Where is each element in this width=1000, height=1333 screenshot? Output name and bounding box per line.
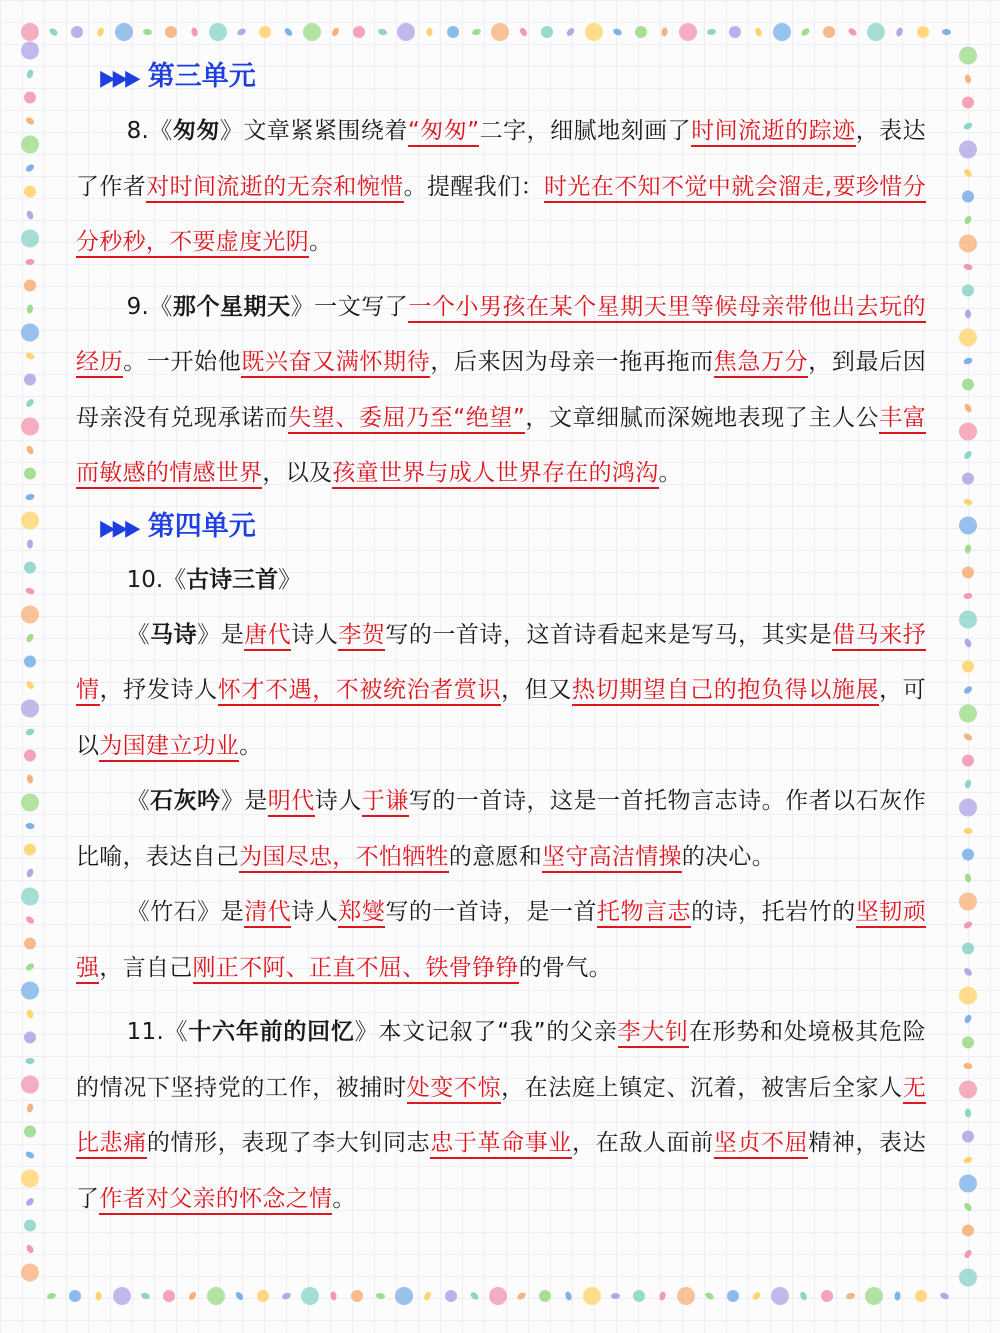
border-dot bbox=[24, 468, 36, 480]
border-dot bbox=[963, 920, 974, 930]
text-run: 。 bbox=[309, 229, 333, 255]
highlighted-phrase: 时间流逝的踪迹 bbox=[691, 118, 856, 147]
text-run: 《 bbox=[126, 788, 151, 814]
border-dot bbox=[959, 1175, 977, 1193]
text-run: 的意愿和 bbox=[448, 843, 543, 870]
border-dot bbox=[959, 1269, 977, 1287]
border-dot bbox=[773, 23, 791, 41]
border-dot bbox=[751, 1291, 762, 1302]
text-run: 诗人 bbox=[314, 788, 362, 814]
border-dot bbox=[69, 1290, 81, 1302]
highlighted-phrase: 焦急万分 bbox=[714, 349, 808, 378]
border-dot bbox=[963, 1202, 973, 1213]
border-dot bbox=[21, 42, 39, 60]
border-dot bbox=[962, 1131, 974, 1143]
border-dot bbox=[707, 28, 717, 35]
border-dot bbox=[959, 987, 977, 1005]
text-run: ，但又 bbox=[501, 677, 573, 703]
highlighted-phrase: 作者对父亲的怀念之情 bbox=[99, 1186, 332, 1215]
paragraph bbox=[76, 774, 926, 885]
border-dot bbox=[516, 1291, 527, 1301]
border-dot bbox=[21, 512, 39, 530]
triple-arrow-icon: ▶▶▶ bbox=[100, 66, 138, 91]
border-dot bbox=[25, 259, 34, 266]
text-run: ，后来因为母亲一拖再拖而 bbox=[430, 349, 714, 375]
border-dot bbox=[281, 1291, 292, 1300]
border-dot bbox=[964, 873, 972, 883]
border-dot bbox=[727, 1290, 739, 1302]
text-run: 》一文写了 bbox=[290, 293, 409, 320]
text-run: 写的一首诗，这首诗看起来是写马，其实是 bbox=[385, 621, 833, 648]
border-dot bbox=[963, 121, 974, 131]
highlighted-phrase: 时光在不知不觉中就会溜走,要珍惜分分秒秒，不要虚度光阴 bbox=[76, 174, 926, 259]
work-title: 石灰吟 bbox=[150, 788, 221, 814]
border-dot bbox=[445, 1290, 457, 1302]
border-dot bbox=[754, 27, 763, 38]
border-dot bbox=[963, 638, 972, 649]
border-dot bbox=[679, 23, 697, 41]
border-dot bbox=[962, 191, 974, 203]
border-dot bbox=[959, 611, 977, 629]
work-title: 那个星期天 bbox=[172, 293, 291, 320]
border-dot bbox=[895, 27, 904, 37]
border-dot bbox=[301, 1287, 319, 1305]
border-dot bbox=[942, 29, 951, 35]
paragraph bbox=[76, 885, 926, 996]
highlighted-phrase: 无比悲痛 bbox=[76, 1075, 926, 1160]
text-run: 9.《 bbox=[126, 293, 173, 320]
border-dot bbox=[959, 329, 977, 347]
border-dot bbox=[964, 544, 971, 554]
border-dot bbox=[376, 1292, 386, 1299]
text-run: 。一开始他 bbox=[123, 349, 242, 375]
text-run: ，文章细腻而深婉地表现了主人公 bbox=[525, 404, 880, 431]
border-dot bbox=[658, 1291, 666, 1301]
border-dot bbox=[963, 357, 973, 366]
border-dot bbox=[894, 1291, 901, 1300]
border-dot bbox=[25, 962, 36, 972]
highlighted-phrase: 坚韧顽强 bbox=[76, 899, 926, 984]
border-dot bbox=[962, 379, 974, 391]
border-dot bbox=[24, 750, 36, 762]
highlighted-phrase: 坚守高洁情操 bbox=[542, 844, 682, 873]
border-dot bbox=[917, 26, 929, 38]
text-run: 的骨气。 bbox=[518, 954, 612, 981]
border-dot bbox=[677, 1287, 695, 1305]
border-dot bbox=[25, 868, 34, 879]
border-dot bbox=[46, 1292, 56, 1300]
border-dot bbox=[187, 1291, 197, 1302]
document-body bbox=[76, 52, 926, 1227]
border-dot bbox=[395, 1287, 413, 1305]
highlighted-phrase: “匆匆” bbox=[408, 118, 480, 147]
text-run: ，在敌人面前 bbox=[572, 1130, 714, 1156]
highlighted-phrase: 忠于革命事业 bbox=[430, 1130, 572, 1159]
border-dot bbox=[963, 497, 974, 506]
text-run: 诗人 bbox=[291, 899, 339, 925]
border-dot bbox=[962, 661, 974, 673]
border-dot bbox=[25, 163, 36, 173]
border-dot bbox=[21, 700, 39, 718]
border-dot bbox=[964, 74, 972, 84]
border-dot bbox=[25, 587, 35, 595]
border-dot bbox=[962, 97, 974, 109]
poem-group-title bbox=[76, 554, 926, 606]
border-dot bbox=[163, 1290, 175, 1302]
title-prefix: 10.《 bbox=[126, 566, 187, 593]
border-dot bbox=[21, 1264, 39, 1282]
section-heading-label: 第四单元 bbox=[147, 510, 256, 542]
border-dot bbox=[25, 493, 35, 501]
section-heading-label: 第三单元 bbox=[147, 61, 256, 92]
border-dot bbox=[25, 445, 35, 456]
border-dot bbox=[729, 26, 741, 38]
border-dot bbox=[962, 1225, 974, 1237]
text-run: ，言自己 bbox=[99, 954, 193, 981]
text-run: ，在法庭上镇定、沉着，被害后全家人 bbox=[501, 1074, 903, 1101]
border-dot bbox=[633, 1290, 645, 1302]
border-dot bbox=[24, 1126, 36, 1138]
border-dot bbox=[469, 1291, 480, 1301]
border-dot bbox=[25, 351, 36, 360]
border-dot bbox=[959, 141, 977, 159]
border-dot bbox=[25, 1058, 34, 1064]
paragraph bbox=[76, 1005, 926, 1227]
border-dot bbox=[113, 1287, 131, 1305]
highlighted-phrase: 李贺 bbox=[338, 622, 385, 651]
highlighted-phrase: 失望、委屈乃至“绝望” bbox=[288, 405, 525, 434]
text-run: 《 bbox=[126, 621, 151, 648]
border-dot bbox=[26, 1009, 35, 1019]
border-dot bbox=[21, 606, 39, 624]
border-dot bbox=[234, 1291, 244, 1302]
border-dot bbox=[25, 915, 36, 925]
border-dot bbox=[115, 23, 133, 41]
border-dot bbox=[303, 23, 321, 41]
border-dot bbox=[963, 1062, 973, 1070]
border-dot bbox=[330, 1291, 337, 1301]
border-dot bbox=[283, 27, 294, 38]
border-dot bbox=[963, 828, 972, 834]
highlighted-phrase: 李大钊 bbox=[618, 1019, 689, 1048]
border-dot bbox=[24, 280, 36, 292]
border-dot bbox=[353, 26, 365, 38]
border-dot bbox=[26, 1103, 34, 1113]
border-dot bbox=[27, 539, 33, 548]
border-dot bbox=[24, 1032, 36, 1044]
section-heading-unit-4 bbox=[98, 502, 926, 554]
text-run: 的决心。 bbox=[681, 843, 776, 870]
text-run: 。 bbox=[332, 1185, 356, 1212]
border-dot bbox=[565, 27, 575, 38]
border-dot bbox=[48, 27, 59, 37]
border-dot bbox=[21, 23, 39, 41]
border-dot bbox=[209, 23, 227, 41]
border-dot bbox=[25, 680, 35, 691]
border-dot bbox=[962, 473, 974, 485]
border-dot bbox=[25, 1244, 35, 1255]
border-dot bbox=[21, 230, 39, 248]
border-dot bbox=[21, 1170, 39, 1188]
text-run: 》是 bbox=[220, 788, 268, 814]
border-dot bbox=[939, 1292, 950, 1301]
border-dot bbox=[24, 844, 36, 856]
section-unit-3-paras bbox=[76, 104, 926, 502]
text-run: ，到最后因母亲没有兑现承诺而 bbox=[76, 349, 927, 431]
paragraph bbox=[76, 608, 926, 775]
border-dot bbox=[140, 1292, 150, 1301]
text-run: 。提醒我们： bbox=[403, 173, 544, 200]
border-dot bbox=[24, 1220, 36, 1232]
border-dot bbox=[491, 23, 509, 41]
highlighted-phrase: 清代 bbox=[244, 899, 291, 928]
border-dot bbox=[539, 1290, 551, 1302]
border-dot bbox=[965, 1108, 972, 1117]
highlighted-phrase: 为国尽忠，不怕牺牲 bbox=[239, 844, 449, 873]
border-dot bbox=[962, 943, 974, 955]
text-run: ，可以 bbox=[76, 677, 926, 759]
text-run: ，抒发诗人 bbox=[99, 677, 218, 703]
border-dot bbox=[21, 982, 39, 1000]
border-dot bbox=[959, 705, 977, 723]
border-dot bbox=[26, 210, 35, 221]
work-title: 匆匆 bbox=[172, 118, 220, 144]
border-dot bbox=[25, 822, 35, 829]
text-run: 在形势和处境极其危险的情况下坚持党的工作，被捕时 bbox=[76, 1019, 926, 1101]
border-dot bbox=[963, 215, 973, 226]
border-dot bbox=[800, 27, 811, 37]
border-dot bbox=[519, 27, 529, 38]
border-dot bbox=[963, 732, 974, 742]
border-dot bbox=[963, 1014, 972, 1025]
border-dot bbox=[21, 136, 39, 154]
title-name: 古诗三首 bbox=[186, 566, 279, 593]
border-dot bbox=[959, 799, 977, 817]
border-dot bbox=[21, 888, 39, 906]
text-run: ，表达了作者 bbox=[76, 118, 926, 200]
text-run: 二字，细腻地刻画了 bbox=[479, 118, 692, 144]
border-dot bbox=[962, 285, 974, 297]
border-dot bbox=[21, 1076, 39, 1094]
paragraph bbox=[76, 104, 926, 271]
text-run: 写的一首诗，是一首 bbox=[385, 899, 597, 925]
title-suffix: 》 bbox=[278, 566, 302, 593]
border-dot bbox=[959, 47, 977, 65]
border-dot bbox=[962, 567, 974, 579]
border-dot bbox=[24, 374, 36, 386]
border-dot bbox=[963, 168, 974, 179]
border-dot bbox=[635, 26, 647, 38]
highlighted-phrase: 一个小男孩在某个星期天里等候母亲带他出去玩的经历 bbox=[76, 294, 926, 379]
border-dot bbox=[963, 450, 973, 461]
border-dot bbox=[21, 794, 39, 812]
highlighted-phrase: 丰富而敏感的情感世界 bbox=[76, 405, 926, 490]
highlighted-phrase: 既兴奋又满怀期待 bbox=[241, 349, 430, 378]
highlighted-phrase: 处变不惊 bbox=[407, 1075, 501, 1104]
work-title: 马诗 bbox=[150, 621, 198, 648]
border-dot bbox=[963, 1249, 973, 1260]
border-dot bbox=[397, 23, 415, 41]
highlighted-phrase: 怀才不遇，不被统治者赏识 bbox=[218, 677, 501, 706]
text-run: 诗人 bbox=[291, 621, 339, 648]
border-dot bbox=[423, 1291, 432, 1302]
border-dot bbox=[21, 418, 39, 436]
border-dot bbox=[962, 1037, 974, 1049]
border-dot bbox=[25, 398, 36, 409]
border-dot bbox=[585, 23, 603, 41]
text-run: 《竹石》是 bbox=[126, 899, 245, 925]
section-heading-unit-3 bbox=[98, 52, 926, 104]
border-dot bbox=[915, 1290, 927, 1302]
border-dot bbox=[257, 1290, 269, 1302]
text-run: 8.《 bbox=[126, 118, 173, 144]
border-dot bbox=[21, 324, 39, 342]
highlighted-phrase: 热切期望自己的抱负得以施展 bbox=[572, 677, 879, 706]
highlighted-phrase: 坚贞不屈 bbox=[714, 1130, 808, 1159]
border-dot bbox=[611, 1293, 620, 1299]
border-dot bbox=[24, 92, 36, 104]
border-dot bbox=[165, 26, 177, 38]
border-dot bbox=[612, 27, 623, 36]
border-dot bbox=[25, 633, 35, 644]
text-run: 》是 bbox=[197, 621, 245, 648]
border-dot bbox=[962, 755, 974, 767]
border-dot bbox=[963, 403, 973, 414]
border-dot bbox=[963, 1156, 974, 1165]
border-dot bbox=[377, 28, 387, 36]
border-dot bbox=[207, 1287, 225, 1305]
border-dot bbox=[351, 1290, 363, 1302]
border-dot bbox=[25, 727, 36, 736]
border-dot bbox=[964, 779, 972, 789]
border-dot bbox=[959, 423, 977, 441]
text-run: 》文章紧紧围绕着 bbox=[219, 118, 408, 144]
border-dot bbox=[661, 27, 668, 37]
border-dot bbox=[704, 1291, 715, 1301]
border-dot bbox=[959, 517, 977, 535]
border-dot bbox=[96, 27, 105, 38]
highlighted-phrase: 托物言志 bbox=[597, 899, 691, 928]
border-dot bbox=[191, 27, 199, 37]
border-dot bbox=[821, 1290, 833, 1302]
border-dot bbox=[963, 263, 973, 271]
border-dot bbox=[959, 235, 977, 253]
border-dot bbox=[799, 1291, 808, 1302]
work-title: 十六年前的回忆 bbox=[188, 1019, 355, 1045]
border-dot bbox=[963, 592, 973, 599]
text-run: 的情形，表现了李大钊同志 bbox=[146, 1130, 431, 1156]
border-dot bbox=[489, 1287, 507, 1305]
highlighted-phrase: 于谦 bbox=[362, 788, 409, 817]
highlighted-phrase: 对时间流逝的无奈和惋惜 bbox=[146, 174, 403, 203]
border-dot bbox=[26, 304, 34, 314]
text-run: 。 bbox=[658, 460, 682, 486]
border-dot bbox=[236, 27, 247, 36]
border-dot bbox=[471, 28, 481, 36]
text-run: 。 bbox=[239, 732, 263, 759]
border-dot bbox=[143, 29, 152, 36]
border-dot bbox=[71, 26, 83, 38]
border-dot bbox=[963, 967, 974, 978]
border-dot bbox=[865, 1287, 883, 1305]
border-dot bbox=[25, 1197, 36, 1208]
border-dot bbox=[447, 26, 459, 38]
highlighted-phrase: 明代 bbox=[268, 788, 315, 817]
border-dot bbox=[26, 774, 33, 784]
border-dot bbox=[965, 309, 971, 318]
text-run: ，以及 bbox=[262, 460, 333, 486]
border-dot bbox=[25, 116, 36, 126]
border-dot bbox=[959, 1081, 977, 1099]
text-run: 的诗，托岩竹的 bbox=[691, 899, 856, 925]
border-dot bbox=[867, 23, 885, 41]
border-dot bbox=[823, 26, 835, 38]
border-dot bbox=[847, 27, 858, 37]
highlighted-phrase: 借马来抒情 bbox=[76, 622, 926, 707]
highlighted-phrase: 孩童世界与成人世界存在的鸿沟 bbox=[332, 460, 658, 489]
border-dot bbox=[846, 1292, 856, 1300]
border-dot bbox=[959, 893, 977, 911]
border-dot bbox=[962, 849, 974, 861]
border-dot bbox=[426, 27, 432, 36]
border-dot bbox=[24, 656, 36, 668]
border-dot bbox=[26, 69, 35, 80]
section-unit-4-paras bbox=[76, 608, 926, 1228]
text-run: 写的一首诗，这是一首托物言志诗。作者以石灰作比喻，表达自己 bbox=[76, 788, 927, 870]
border-dot bbox=[963, 685, 974, 695]
highlighted-phrase: 刚正不阿、正直不屈、铁骨铮铮 bbox=[193, 955, 519, 984]
border-dot bbox=[771, 1287, 789, 1305]
highlighted-phrase: 为国建立功业 bbox=[99, 733, 239, 762]
text-run: 》本文记叙了“我”的父亲 bbox=[354, 1019, 618, 1045]
border-dot bbox=[24, 938, 36, 950]
border-dot bbox=[583, 1287, 601, 1305]
border-dot bbox=[24, 562, 36, 574]
border-dot bbox=[24, 186, 36, 198]
triple-arrow-icon: ▶▶▶ bbox=[100, 515, 138, 541]
highlighted-phrase: 唐代 bbox=[244, 622, 291, 651]
border-dot bbox=[95, 1291, 101, 1300]
border-dot bbox=[541, 26, 553, 38]
border-dot bbox=[331, 27, 341, 38]
border-dot bbox=[564, 1291, 572, 1301]
border-dot bbox=[259, 26, 271, 38]
text-run: 11.《 bbox=[126, 1019, 189, 1045]
border-dot bbox=[25, 1150, 36, 1160]
paragraph bbox=[76, 280, 926, 502]
highlighted-phrase: 郑燮 bbox=[338, 899, 385, 928]
text-run: 精神，表达了 bbox=[76, 1130, 926, 1212]
